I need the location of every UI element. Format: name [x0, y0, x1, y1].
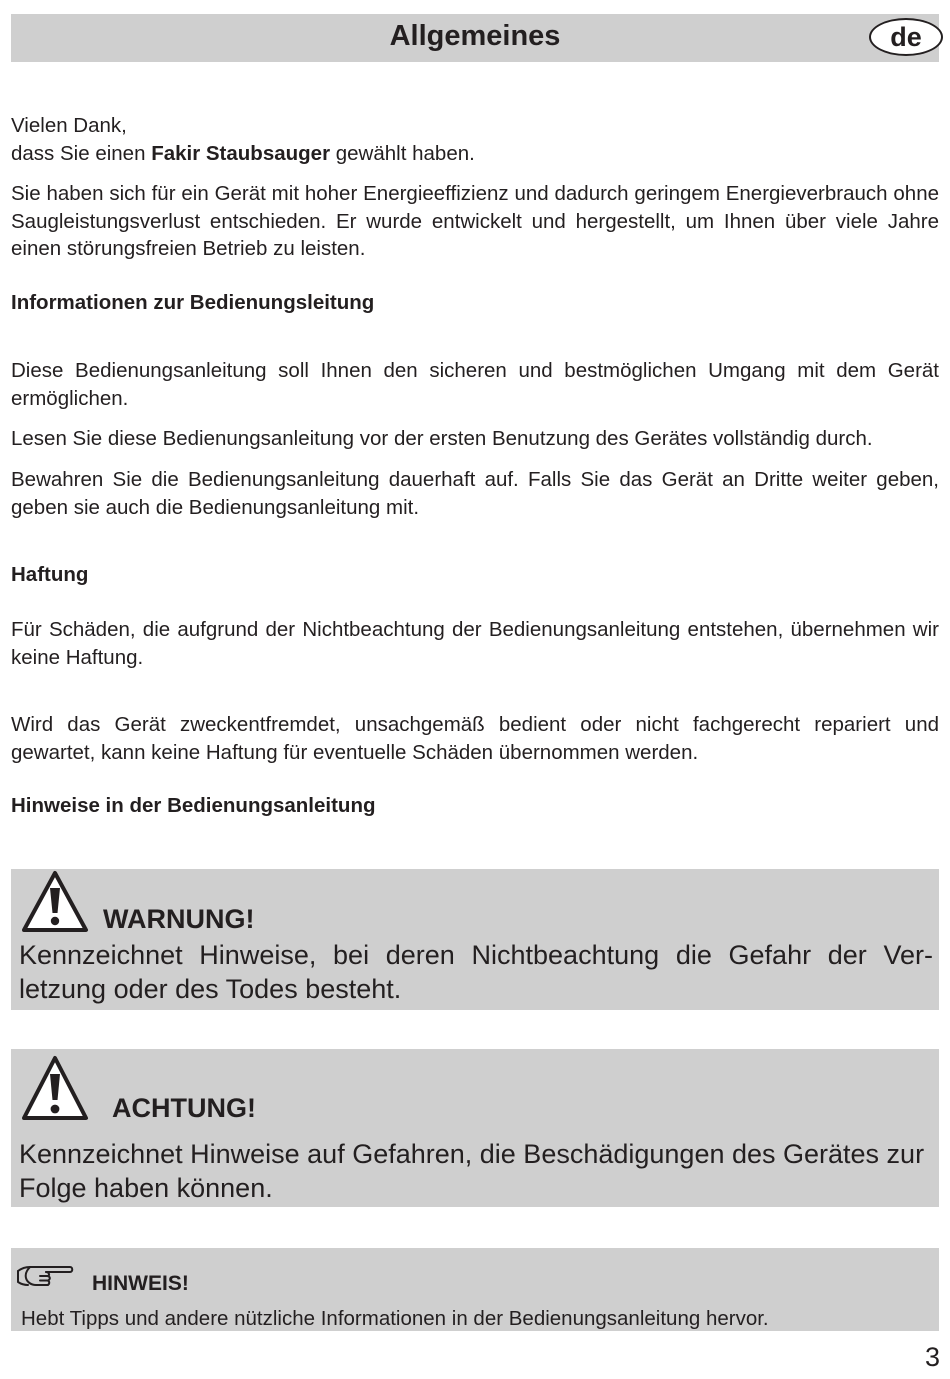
- warning-triangle-icon: [21, 870, 89, 933]
- info-heading: Informationen zur Bedienungsleitung: [11, 291, 375, 314]
- warning-text: Kennzeichnet Hinweise, bei deren Nichtbeachtung die Gefahr der Verletzung oder des Todes besteht.: [19, 940, 933, 1004]
- note-title: HINWEIS!: [92, 1272, 189, 1295]
- intro-paragraph: Sie haben sich für ein Gerät mit hoher Energieeffizienz und dadurch geringem Energieverbrauch ohne Saugleistungsverlust entschieden. Er wurde entwickelt und hergestellt, um Ihnen über viele Jahre einen störungsfreien Betrieb zu leisten.: [11, 182, 939, 260]
- info-paragraph-2: Lesen Sie diese Bedienungsanleitung vor der ersten Benutzung des Gerätes vollständig durch.: [11, 427, 873, 450]
- greeting-text: Vielen Dank,: [11, 114, 127, 137]
- language-badge: de: [869, 18, 943, 56]
- warning-triangle-icon: [21, 1055, 89, 1121]
- liability-heading: Haftung: [11, 563, 89, 586]
- page-title: Allgemeines: [389, 20, 561, 52]
- info-paragraph-1: Diese Bedienungsanleitung soll Ihnen den sicheren und bestmöglichen Umgang mit dem Gerät ermöglichen.: [11, 359, 939, 410]
- caution-box: [11, 1049, 939, 1207]
- liability-paragraph-1: Für Schäden, die aufgrund der Nichtbeachtung der Bedienungsanleitung entstehen, übernehmen wir keine Haftung.: [11, 618, 939, 669]
- brand-name: Fakir Staubsauger: [151, 141, 331, 165]
- caution-title: ACHTUNG!: [112, 1093, 256, 1123]
- intro-line-after: gewählt haben.: [330, 141, 475, 165]
- liability-paragraph-2: Wird das Gerät zweckentfremdet, unsachgemäß bedient oder nicht fachgerecht repariert und gewartet, kann keine Haftung für eventuelle Schäden übernommen werden.: [11, 713, 939, 764]
- note-text: Hebt Tipps und andere nützliche Informationen in der Bedienungsanleitung hervor.: [21, 1307, 769, 1330]
- info-paragraph-3: Bewahren Sie die Bedienungsanleitung dauerhaft auf. Falls Sie das Gerät an Dritte weiter geben, geben sie auch die Bedienungsanleitung mit.: [11, 468, 939, 519]
- page-header: [11, 14, 939, 62]
- page-number: 3: [924, 1342, 940, 1372]
- warning-box: [11, 869, 939, 1010]
- note-box: [11, 1248, 939, 1331]
- intro-greeting: [11, 112, 939, 167]
- caution-text: Kennzeichnet Hinweise auf Gefahren, die Beschädigungen des Gerätes zur Folge haben können.: [19, 1139, 925, 1203]
- notes-heading: Hinweise in der Bedienungsanleitung: [11, 794, 376, 817]
- intro-line-before: dass Sie einen: [11, 141, 152, 165]
- warning-title: WARNUNG!: [103, 904, 255, 934]
- pointing-hand-icon: [16, 1262, 74, 1288]
